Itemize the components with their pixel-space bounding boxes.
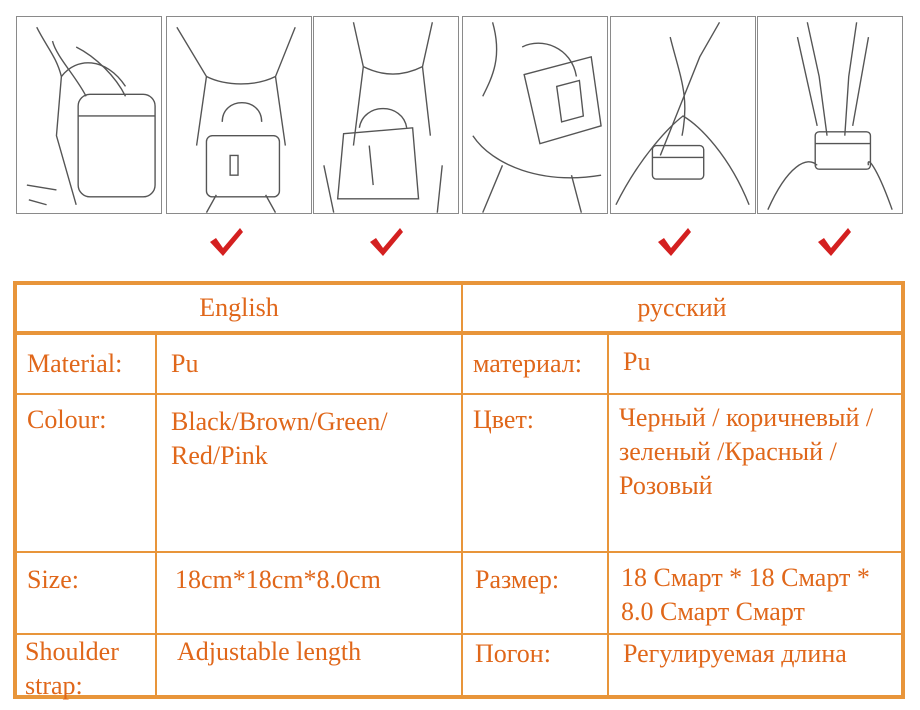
strap-value-ru-text: Регулируемая длина bbox=[623, 639, 847, 668]
size-label-en-text: Size: bbox=[27, 565, 79, 594]
size-value-en bbox=[155, 551, 463, 635]
size-label-en bbox=[15, 551, 157, 635]
structured-handbag-illustration bbox=[313, 16, 459, 214]
specification-table bbox=[13, 281, 905, 699]
header-english bbox=[15, 283, 463, 333]
tote-handbag-illustration bbox=[166, 16, 312, 214]
material-label-ru bbox=[461, 333, 609, 395]
checkmark-icon bbox=[208, 226, 244, 258]
material-label-en bbox=[15, 333, 157, 395]
strap-label-ru-text: Погон: bbox=[475, 639, 551, 668]
colour-label-en bbox=[15, 393, 157, 553]
strap-label-ru bbox=[461, 633, 609, 697]
colour-value-en bbox=[155, 393, 463, 553]
strap-label-en bbox=[15, 633, 157, 700]
size-value-en-text: 18cm*18cm*8.0cm bbox=[175, 565, 381, 594]
material-label-ru-text: материал: bbox=[473, 349, 582, 378]
crossbody-flap-bag-illustration bbox=[757, 16, 903, 214]
size-label-ru bbox=[461, 551, 609, 635]
checkmark-icon bbox=[368, 226, 404, 258]
header-russian bbox=[461, 283, 903, 333]
colour-label-ru-text: Цвет: bbox=[473, 405, 535, 434]
colour-value-ru bbox=[607, 393, 903, 553]
strap-value-en bbox=[155, 633, 463, 697]
material-value-ru-text: Pu bbox=[623, 347, 651, 376]
checkmark-icon bbox=[656, 226, 692, 258]
material-value-ru bbox=[607, 333, 903, 395]
size-value-ru-text: 18 Смарт * 18 Смарт * 8.0 Смарт Смарт bbox=[621, 563, 870, 626]
shoulder-bag-illustration bbox=[462, 16, 608, 214]
colour-label-en-text: Colour: bbox=[27, 405, 107, 434]
header-english-label: English bbox=[199, 293, 279, 322]
size-value-ru bbox=[607, 551, 903, 635]
size-label-ru-text: Размер: bbox=[475, 565, 560, 594]
strap-value-ru bbox=[607, 633, 903, 697]
backpack-illustration bbox=[16, 16, 162, 214]
colour-value-ru-text: Черный / коричневый / зеленый /Красный / Розовый bbox=[619, 403, 874, 500]
crossbody-bag-illustration bbox=[610, 16, 756, 214]
header-russian-label: русский bbox=[637, 293, 727, 322]
material-value-en-text: Pu bbox=[171, 349, 199, 378]
strap-value-en-text: Adjustable length bbox=[177, 637, 362, 666]
material-label-en-text: Material: bbox=[27, 349, 123, 378]
colour-value-en-text: Black/Brown/Green/ Red/Pink bbox=[171, 407, 388, 470]
strap-label-en-text: Shoulder strap: bbox=[25, 637, 119, 700]
checkmark-icon bbox=[816, 226, 852, 258]
material-value-en bbox=[155, 333, 463, 395]
colour-label-ru bbox=[461, 393, 609, 553]
